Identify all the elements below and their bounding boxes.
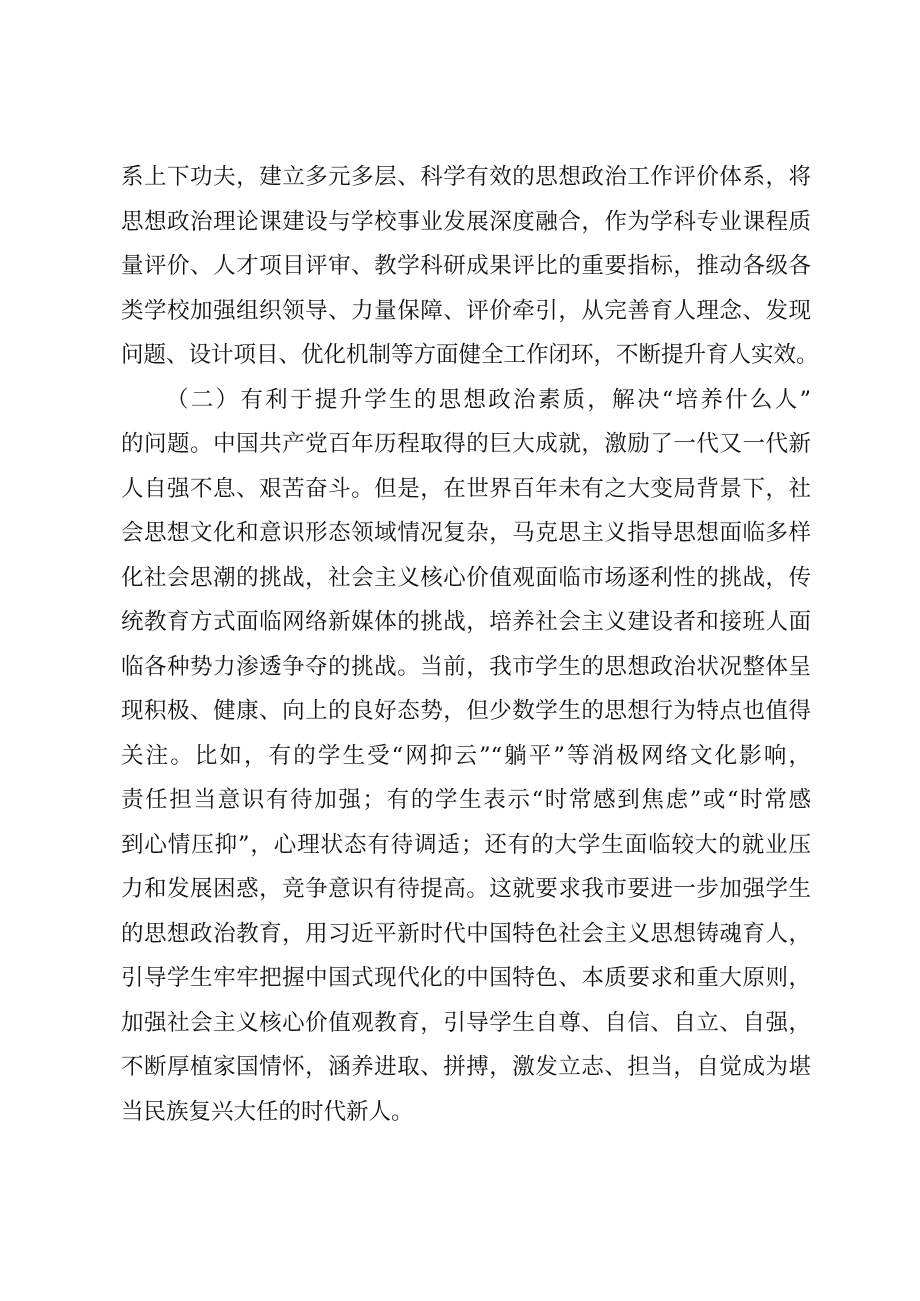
paragraph xyxy=(121,155,819,378)
text-line: 量评价、人才项目评审、教学科研成果评比的重要指标，推动各级各 xyxy=(121,253,811,279)
text-line: 的思想政治教育，用习近平新时代中国特色社会主义思想铸魂育人， xyxy=(121,920,811,947)
text-line: 系上下功夫，建立多元多层、科学有效的思想政治工作评价体系，将 xyxy=(121,164,811,190)
text-line: 问题、设计项目、优化机制等方面健全工作闭环，不断提升育人实效。 xyxy=(121,342,819,368)
text-line: 不断厚植家国情怀，涵养进取、拼搏，激发立志、担当，自觉成为堪 xyxy=(121,1054,811,1080)
text-line: 力和发展困惑，竞争意识有待提高。这就要求我市要进一步加强学生 xyxy=(121,876,811,902)
text-line: 到心情压抑”，心理状态有待调适；还有的大学生面临较大的就业压 xyxy=(121,831,811,858)
text-line: 人自强不息、艰苦奋斗。但是，在世界百年未有之大变局背景下，社 xyxy=(121,475,811,502)
text-line: 当民族复兴大任的时代新人。 xyxy=(121,1098,414,1125)
text-line: 的问题。中国共产党百年历程取得的巨大成就，激励了一代又一代新 xyxy=(121,431,811,457)
text-line: （二）有利于提升学生的思想政治素质，解决“培养什么人” xyxy=(166,386,811,413)
text-line: 思想政治理论课建设与学校事业发展深度融合，作为学科专业课程质 xyxy=(121,208,811,235)
text-line: 现积极、健康、向上的良好态势，但少数学生的思想行为特点也值得 xyxy=(121,698,811,724)
text-line: 会思想文化和意识形态领域情况复杂，马克思主义指导思想面临多样 xyxy=(121,520,811,546)
text-line: 责任担当意识有待加强；有的学生表示“时常感到焦虑”或“时常感 xyxy=(121,787,811,813)
document-body xyxy=(121,155,819,1134)
text-line: 引导学生牢牢把握中国式现代化的中国特色、本质要求和重大原则， xyxy=(121,965,811,991)
text-line: 类学校加强组织领导、力量保障、评价牵引，从完善育人理念、发现 xyxy=(121,297,811,324)
text-line: 临各种势力渗透争夺的挑战。当前，我市学生的思想政治状况整体呈 xyxy=(121,653,811,680)
text-line: 关注。比如，有的学生受“网抑云”“躺平”等消极网络文化影响， xyxy=(121,742,811,769)
text-line: 化社会思潮的挑战，社会主义核心价值观面临市场逐利性的挑战，传 xyxy=(121,564,811,591)
text-line: 加强社会主义核心价值观教育，引导学生自尊、自信、自立、自强， xyxy=(121,1009,811,1036)
text-line: 统教育方式面临网络新媒体的挑战，培养社会主义建设者和接班人面 xyxy=(121,609,811,635)
paragraph xyxy=(121,378,811,1135)
